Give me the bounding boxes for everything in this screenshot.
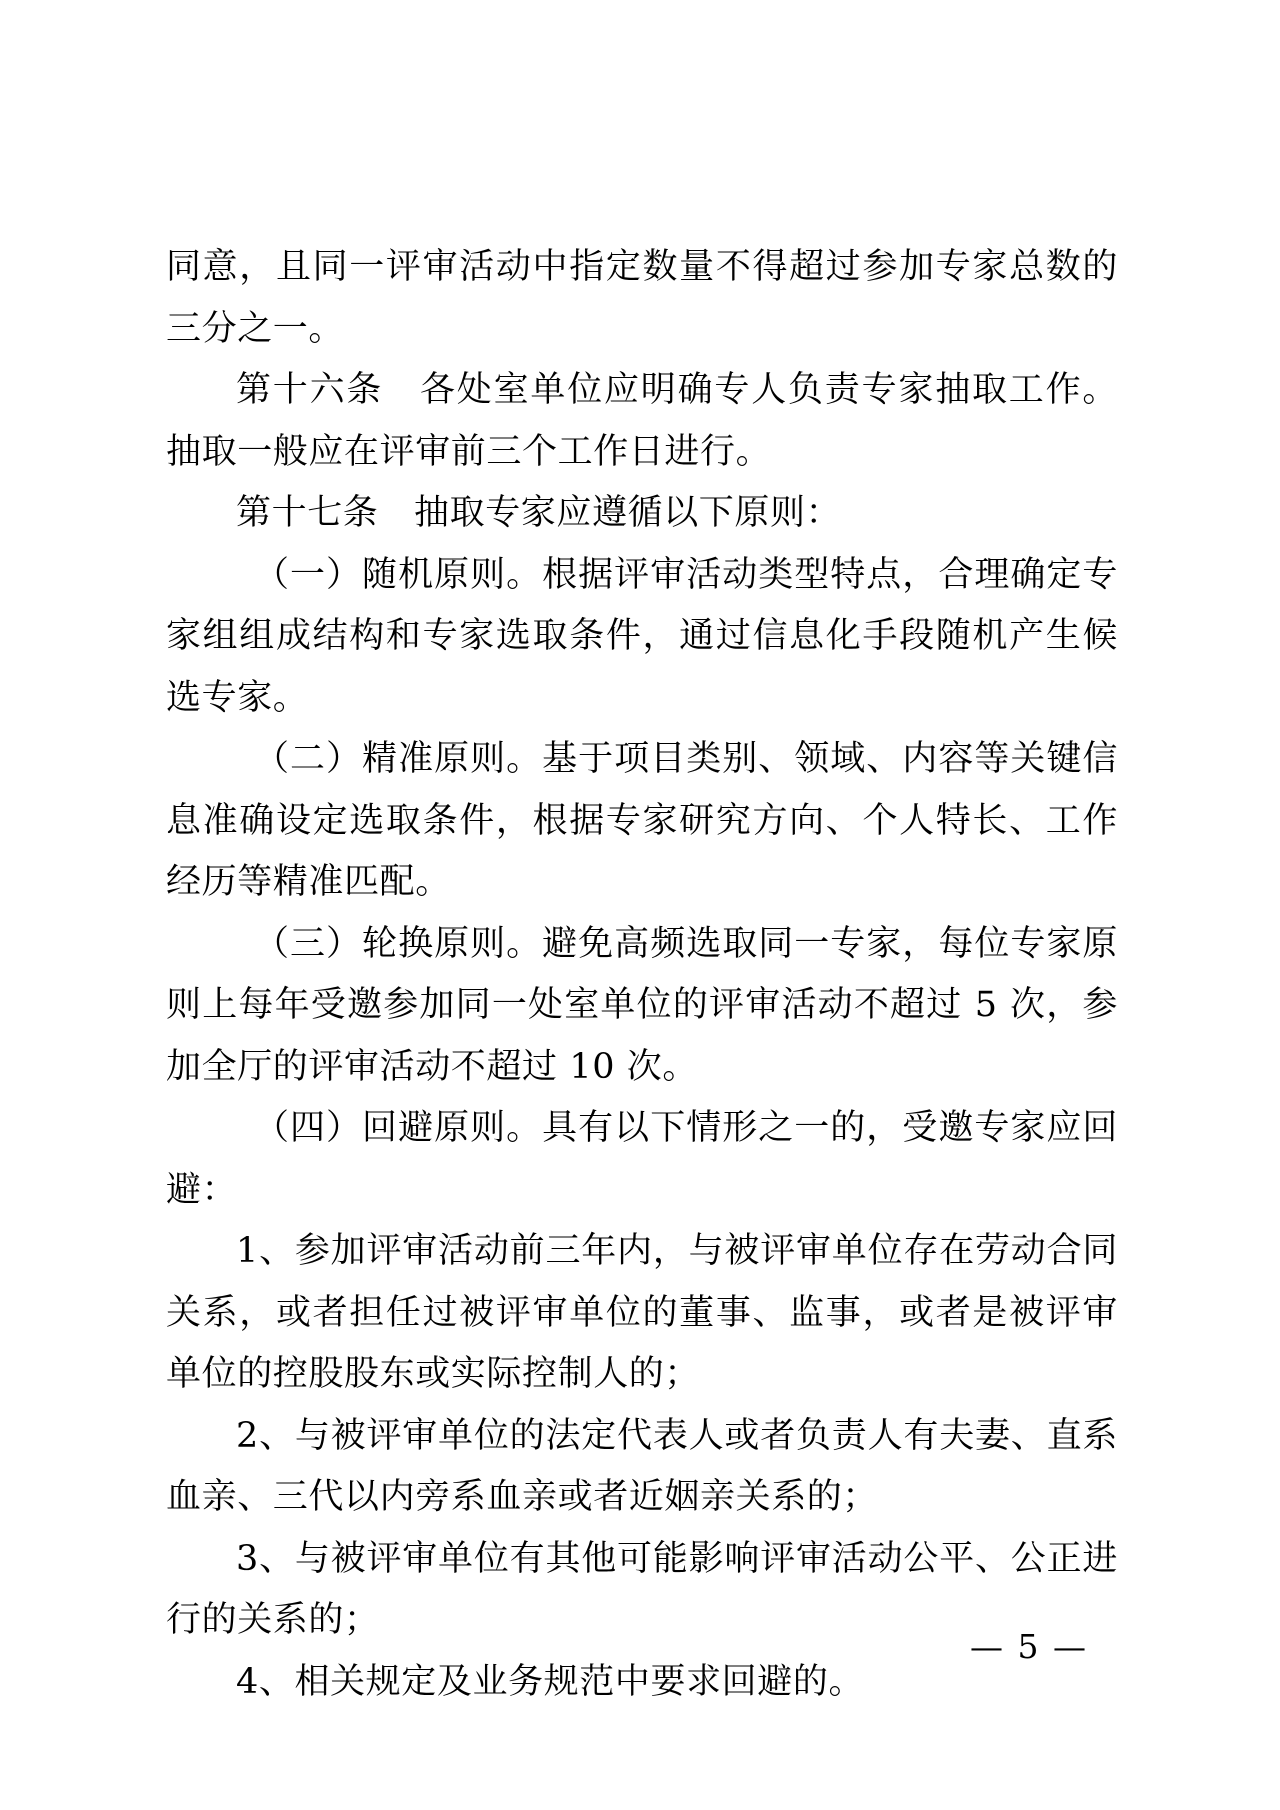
principle-precise: （二）精准原则。基于项目类别、领域、内容等关键信息准确设定选取条件，根据专家研究方向、个人特长、工作经历等精准匹配。 [166,739,1118,902]
paragraph-continuation: 同意，且同一评审活动中指定数量不得超过参加专家总数的三分之一。 [166,247,1118,349]
recusal-item-3: 3、与被评审单位有其他可能影响评审活动公平、公正进行的关系的； [166,1538,1118,1640]
recusal-item-4: 4、相关规定及业务规范中要求回避的。 [236,1661,865,1702]
principle-rotation: （三）轮换原则。避免高频选取同一专家，每位专家原则上每年受邀参加同一处室单位的评审活动不超过 5 次，参加全厅的评审活动不超过 10 次。 [166,923,1118,1087]
article-17: 第十七条 抽取专家应遵循以下原则： [236,493,842,533]
article-16: 第十六条 各处室单位应明确专人负责专家抽取工作。抽取一般应在评审前三个工作日进行。 [166,370,1118,472]
page-number: — 5 — [970,1627,1088,1666]
principle-random: （一）随机原则。根据评审活动类型特点，合理确定专家组组成结构和专家选取条件，通过信息化手段随机产生候选专家。 [166,554,1118,718]
recusal-item-2: 2、与被评审单位的法定代表人或者负责人有夫妻、直系血亲、三代以内旁系血亲或者近姻亲关系的； [166,1415,1118,1517]
document-body [166,237,1118,1713]
principle-recusal: （四）回避原则。具有以下情形之一的，受邀专家应回避： [166,1108,1118,1210]
recusal-item-1: 1、参加评审活动前三年内，与被评审单位存在劳动合同关系，或者担任过被评审单位的董事、监事，或者是被评审单位的控股股东或实际控制人的； [166,1231,1118,1394]
